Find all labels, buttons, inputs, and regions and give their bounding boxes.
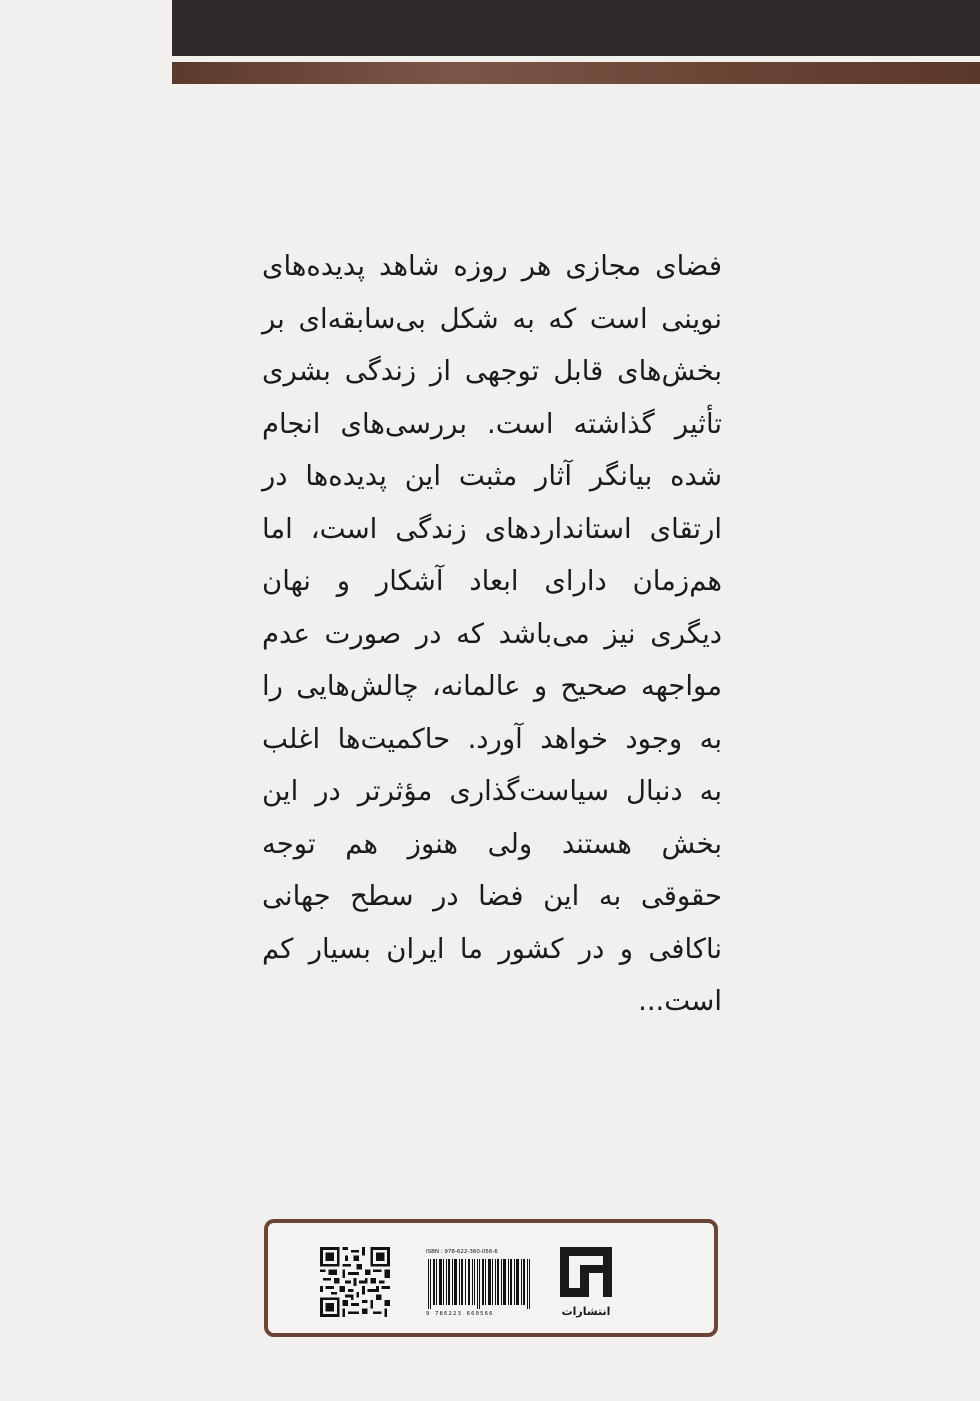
isbn-barcode [426,1249,532,1321]
blurb-line: مواجهه صحیح و عالمانه، چالش‌هایی را [262,670,722,702]
barcode-icon [426,1259,532,1309]
blurb-line: به دنبال سیاست‌گذاری مؤثرتر در این [262,775,722,807]
barcode-number: 9 786223 660566 [426,1311,494,1317]
blurb-line: است... [638,985,722,1017]
publisher-logo-text: انتشارات [561,1305,611,1318]
publisher-info-box [264,1219,718,1337]
blurb-line: هم‌زمان دارای ابعاد آشکار و نهان [262,565,722,597]
back-cover-blurb [262,240,722,1028]
blurb-line: بخش هستند ولی هنوز هم توجه [262,827,722,860]
blurb-line: نوینی است که به شکل بی‌سابقه‌ای بر [262,302,722,335]
blurb-line: ارتقای استانداردهای زندگی است، اما [262,512,722,545]
top-dark-band [172,0,980,56]
blurb-line: ناکافی و در کشور ما ایران بسیار کم [262,932,722,965]
isbn-label: ISBN : 978-622-360-056-6 [426,1249,498,1255]
blurb-line: حقوقی به این فضا در سطح جهانی [262,880,722,912]
top-brown-stripe [172,62,980,84]
blurb-line: دیگری نیز می‌باشد که در صورت عدم [262,617,722,650]
qr-code-icon [320,1247,390,1317]
blurb-line: بخش‌های قابل توجهی از زندگی بشری [262,355,722,387]
blurb-line: به وجود خواهد آورد. حاکمیت‌ها اغلب [262,722,722,755]
blurb-line: شده بیانگر آثار مثبت این پدیده‌ها در [262,460,722,492]
blurb-line: تأثیر گذاشته است. بررسی‌های انجام [262,407,722,440]
blurb-line: فضای مجازی هر روزه شاهد پدیده‌های [262,250,722,282]
publisher-logo-icon [556,1241,616,1321]
